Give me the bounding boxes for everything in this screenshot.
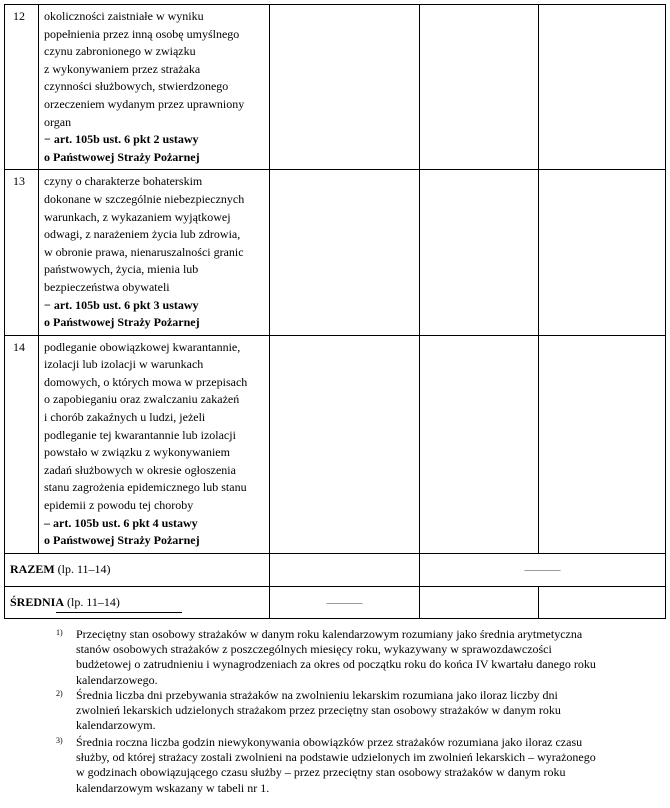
footnote-line: w godzinach obowiązującego czasu służby – przez przeciętny stan osobowy strażaków w danym roku — [76, 765, 566, 780]
legal-reference: o Państwowej Straży Pożarnej — [44, 533, 200, 548]
average-dash-cell — [270, 586, 420, 618]
total-label-cell — [5, 553, 270, 586]
data-cell — [420, 170, 539, 335]
legal-reference: – art. 105b ust. 6 pkt 4 ustawy — [44, 515, 198, 530]
description-line: państwowych, życia, mienia lub — [44, 262, 199, 277]
footnote-line: kalendarzowym wskazany w tabeli nr 1. — [76, 780, 270, 795]
footnote-marker: 3) — [56, 736, 63, 745]
data-cell — [539, 335, 666, 553]
statistics-table — [4, 4, 666, 619]
row-number: 13 — [5, 170, 39, 335]
average-range: (lp. 11–14) — [67, 594, 120, 609]
data-cell — [539, 5, 666, 170]
description-line: odwagi, z narażeniem życia lub zdrowia, — [44, 227, 241, 242]
description-line: z wykonywaniem przez strażaka — [44, 61, 201, 76]
row-number: 12 — [5, 5, 39, 170]
total-dash-cell — [420, 553, 666, 586]
description-line: i chorób zakaźnych u ludzi, jeżeli — [44, 410, 206, 425]
footnote-line: służby, od której strażacy zostali zwolnieni na podstawie udzielonych im zwolnień lekarskich – wyrażonego — [76, 750, 596, 765]
footnote-separator — [56, 612, 182, 613]
summary-row-average — [5, 586, 666, 618]
data-cell — [270, 170, 420, 335]
legal-reference: o Państwowej Straży Pożarnej — [44, 315, 200, 330]
table-row — [5, 170, 666, 335]
total-range: (lp. 11–14) — [57, 561, 111, 576]
data-cell — [420, 586, 539, 618]
description-line: podleganie tej kwarantannie lub izolacji — [44, 427, 236, 442]
description-line: podleganie obowiązkowej kwarantannie, — [44, 339, 241, 354]
footnote-line: stanów osobowych strażaków z poszczególnych miesięcy roku, wykazywany w sprawozdawczości — [76, 642, 552, 657]
footnote-line: Średnia liczba dni przebywania strażaków na zwolnieniu lekarskim rozumiana jako iloraz liczby dni — [76, 688, 558, 702]
footnote-line: kalendarzowego. — [76, 672, 158, 687]
average-label-cell — [5, 586, 270, 618]
total-label: RAZEM — [10, 561, 55, 576]
description-line: organ — [44, 114, 72, 129]
description-line: dokonane w szczególnie niebezpiecznych — [44, 191, 245, 206]
footnote-marker: 2) — [56, 689, 63, 698]
footnote-2 — [56, 688, 666, 734]
average-label: ŚREDNIA — [10, 594, 65, 609]
legal-reference: − art. 105b ust. 6 pkt 3 ustawy — [44, 297, 199, 312]
description-line: popełnienia przez inną osobę umyślnego — [44, 26, 240, 41]
data-cell — [420, 5, 539, 170]
description-line: warunkach, z wykazaniem wyjątkowej — [44, 209, 231, 224]
footnote-line: kalendarzowym. — [76, 718, 156, 733]
row-number: 14 — [5, 335, 39, 553]
data-cell — [420, 335, 539, 553]
data-cell — [270, 5, 420, 170]
table-row — [5, 335, 666, 553]
footnote-marker: 1) — [56, 628, 63, 637]
description-line: orzeczeniem wydanym przez uprawniony — [44, 96, 245, 111]
description-line: izolacji lub izolacji w warunkach — [44, 357, 204, 372]
description-line: o zapobieganiu oraz zwalczaniu zakażeń — [44, 392, 240, 407]
data-cell — [539, 586, 666, 618]
data-cell — [270, 553, 420, 586]
summary-row-total — [5, 553, 666, 586]
description-line: w obronie prawa, nienaruszalności granic — [44, 244, 244, 259]
footnote-line: zwolnień lekarskich udzielonych strażakom przez przeciętny stan osobowy strażaków w danym roku — [76, 703, 561, 718]
description-line: powstało w związku z wykonywaniem — [44, 445, 230, 460]
row-description — [39, 170, 270, 335]
legal-reference: − art. 105b ust. 6 pkt 2 ustawy — [44, 132, 199, 147]
data-cell — [270, 335, 420, 553]
legal-reference: o Państwowej Straży Pożarnej — [44, 149, 200, 164]
data-cell — [539, 170, 666, 335]
footnote-3 — [56, 735, 666, 796]
footnote-1 — [56, 627, 666, 688]
description-line: domowych, o których mowa w przepisach — [44, 374, 248, 389]
row-description — [39, 335, 270, 553]
footnote-line: Średnia roczna liczba godzin niewykonywania obowiązków przez strażaków rozumiana jako iloraz czasu — [76, 735, 583, 749]
footnote-line: Przeciętny stan osobowy strażaków w danym roku kalendarzowym rozumiany jako średnia arytmetyczna — [76, 627, 583, 641]
table-row — [5, 5, 666, 170]
footnote-line: budżetowej o zatrudnieniu i wynagrodzeniach za okres od początku roku do końca IV kwartału danego roku — [76, 657, 596, 672]
empty-dash: ——— — [524, 562, 561, 577]
description-line: stanu zagrożenia epidemicznego lub stanu — [44, 480, 247, 495]
description-line: czyny o charakterze bohaterskim — [44, 174, 203, 189]
description-line: czynności służbowych, stwierdzonego — [44, 79, 229, 94]
description-line: okoliczności zaistniałe w wyniku — [44, 9, 204, 23]
description-line: bezpieczeństwa obywateli — [44, 279, 170, 294]
empty-dash: ——— — [326, 594, 363, 609]
description-line: epidemii z powodu tej choroby — [44, 498, 194, 513]
description-line: zadań służbowych w okresie ogłoszenia — [44, 462, 236, 477]
row-description — [39, 5, 270, 170]
description-line: czynu zabronionego w związku — [44, 44, 196, 59]
